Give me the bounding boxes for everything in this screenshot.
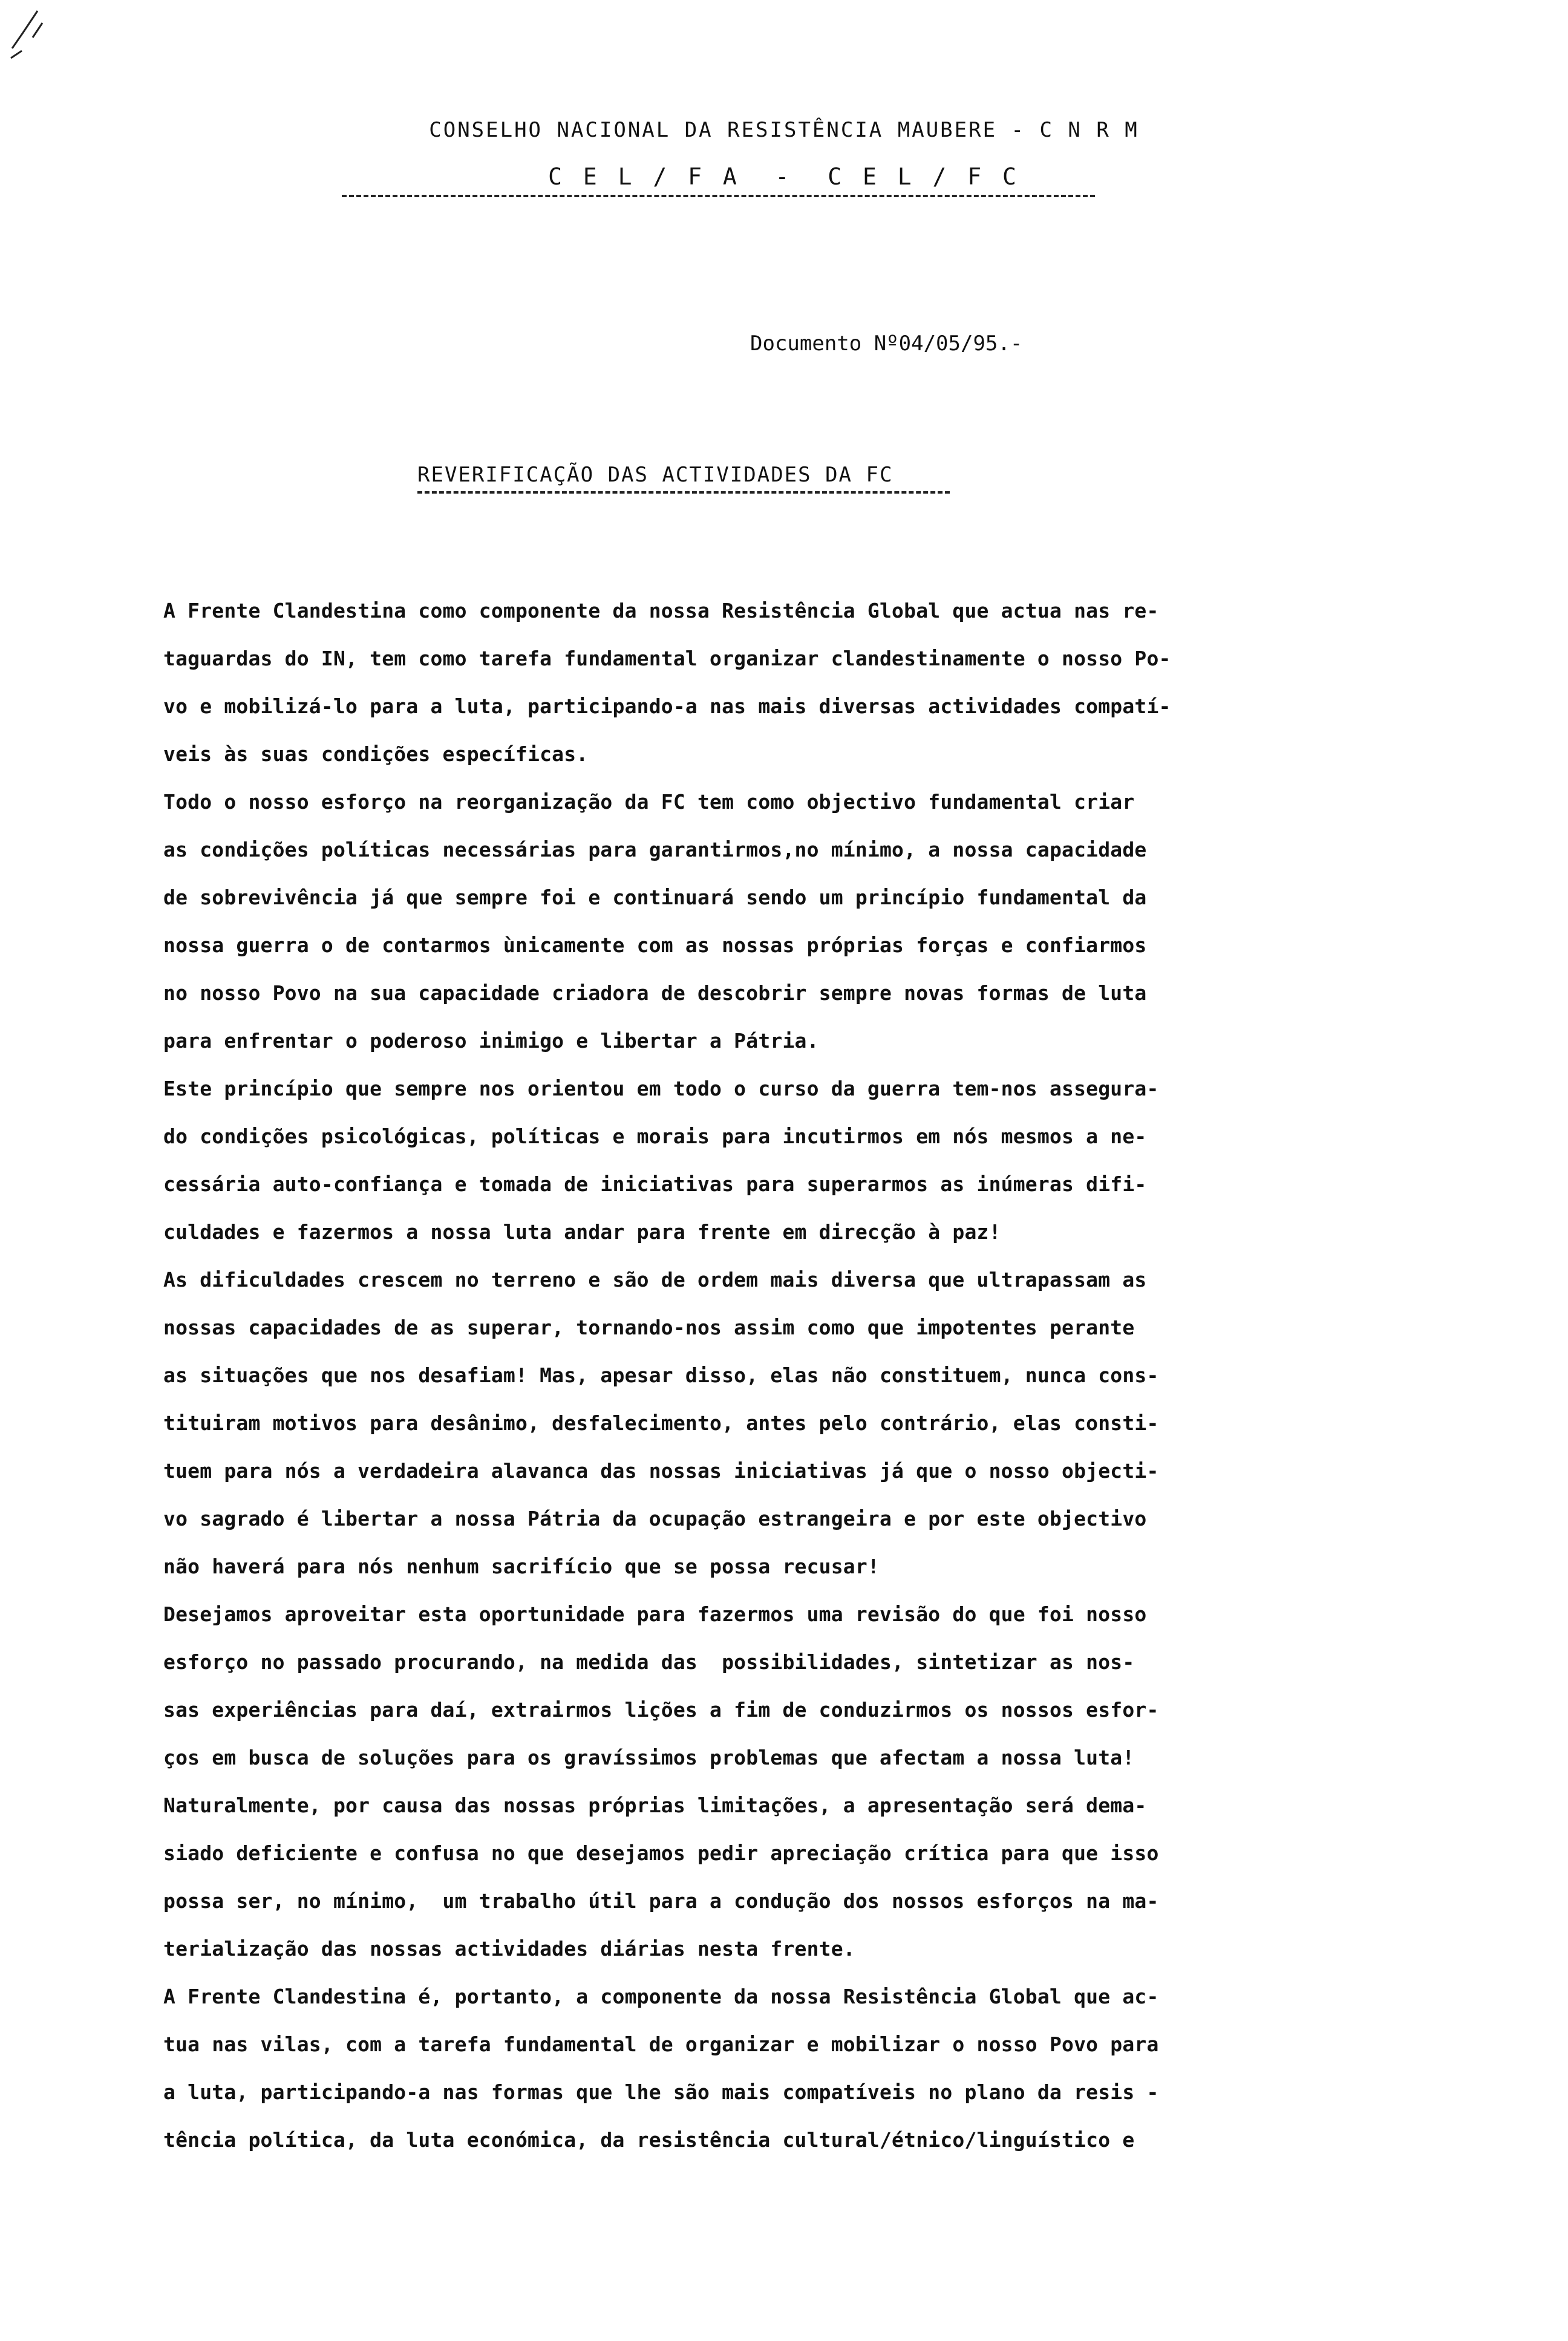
- body-line: taguardas do IN, tem como tarefa fundamental organizar clandestinamente o nosso Po-: [163, 647, 1171, 670]
- body-line: as situações que nos desafiam! Mas, apesar disso, elas não constituem, nunca cons-: [163, 1363, 1159, 1387]
- body-line: vo sagrado é libertar a nossa Pátria da ocupação estrangeira e por este objectivo: [163, 1507, 1147, 1530]
- body-line: tuem para nós a verdadeira alavanca das nossas iniciativas já que o nosso objecti-: [163, 1459, 1159, 1483]
- body-line: as condições políticas necessárias para garantirmos,no mínimo, a nossa capacidade: [163, 838, 1147, 861]
- organization-heading: CONSELHO NACIONAL DA RESISTÊNCIA MAUBERE - C N R M: [429, 118, 1139, 142]
- body-line: vo e mobilizá-lo para a luta, participando-a nas mais diversas actividades compatí-: [163, 694, 1171, 718]
- document-number: Documento Nº04/05/95.-: [750, 331, 1023, 356]
- body-line: culdades e fazermos a nossa luta andar para frente em direcção à paz!: [163, 1220, 1001, 1244]
- body-line: a luta, participando-a nas formas que lhe são mais compatíveis no plano da resis -: [163, 2080, 1159, 2104]
- body-line: terialização das nossas actividades diárias nesta frente.: [163, 1937, 855, 1961]
- body-line: possa ser, no mínimo, um trabalho útil para a condução dos nossos esforços na ma-: [163, 1889, 1159, 1913]
- body-line: nossas capacidades de as superar, tornando-nos assim como que impotentes perante: [163, 1316, 1135, 1339]
- document-title: REVERIFICAÇÃO DAS ACTIVIDADES DA FC: [417, 463, 893, 487]
- body-line: nossa guerra o de contarmos ùnicamente com as nossas próprias forças e confiarmos: [163, 933, 1147, 957]
- pen-mark: [6, 6, 48, 73]
- body-line: As dificuldades crescem no terreno e são de ordem mais diversa que ultrapassam as: [163, 1268, 1147, 1291]
- body-line: ços em busca de soluções para os gravíssimos problemas que afectam a nossa luta!: [163, 1746, 1135, 1769]
- title-underline: [417, 491, 950, 494]
- body-line: esforço no passado procurando, na medida das possibilidades, sintetizar as nos-: [163, 1650, 1135, 1674]
- body-line: Todo o nosso esforço na reorganização da FC tem como objectivo fundamental criar: [163, 790, 1135, 814]
- body-line: A Frente Clandestina é, portanto, a componente da nossa Resistência Global que ac-: [163, 1985, 1159, 2008]
- body-text: [163, 587, 1403, 2164]
- body-line: sas experiências para daí, extrairmos lições a fim de conduzirmos os nossos esfor-: [163, 1698, 1159, 1722]
- body-line: tência política, da luta económica, da resistência cultural/étnico/linguístico e: [163, 2128, 1135, 2152]
- body-line: cessária auto-confiança e tomada de iniciativas para superarmos as inúmeras difi-: [163, 1172, 1147, 1196]
- body-line: no nosso Povo na sua capacidade criadora de descobrir sempre novas formas de luta: [163, 981, 1147, 1005]
- body-line: veis às suas condições específicas.: [163, 742, 589, 766]
- body-line: A Frente Clandestina como componente da nossa Resistência Global que actua nas re-: [163, 599, 1159, 622]
- body-line: tua nas vilas, com a tarefa fundamental de organizar e mobilizar o nosso Povo para: [163, 2032, 1159, 2056]
- body-line: não haverá para nós nenhum sacrifício que se possa recusar!: [163, 1555, 880, 1578]
- body-line: Desejamos aproveitar esta oportunidade para fazermos uma revisão do que foi nosso: [163, 1602, 1147, 1626]
- body-line: para enfrentar o poderoso inimigo e libertar a Pátria.: [163, 1029, 819, 1053]
- body-line: do condições psicológicas, políticas e morais para incutirmos em nós mesmos a ne-: [163, 1125, 1147, 1148]
- body-line: siado deficiente e confusa no que desejamos pedir apreciação crítica para que isso: [163, 1841, 1159, 1865]
- body-line: tituiram motivos para desânimo, desfalecimento, antes pelo contrário, elas consti-: [163, 1411, 1159, 1435]
- body-line: Este princípio que sempre nos orientou em todo o curso da guerra tem-nos assegura-: [163, 1077, 1159, 1100]
- header-divider: [342, 195, 1095, 197]
- body-line: de sobrevivência já que sempre foi e continuará sendo um princípio fundamental da: [163, 886, 1147, 909]
- body-line: Naturalmente, por causa das nossas próprias limitações, a apresentação será dema-: [163, 1794, 1147, 1817]
- cell-subtitle: C E L / F A - C E L / F C: [548, 163, 1020, 190]
